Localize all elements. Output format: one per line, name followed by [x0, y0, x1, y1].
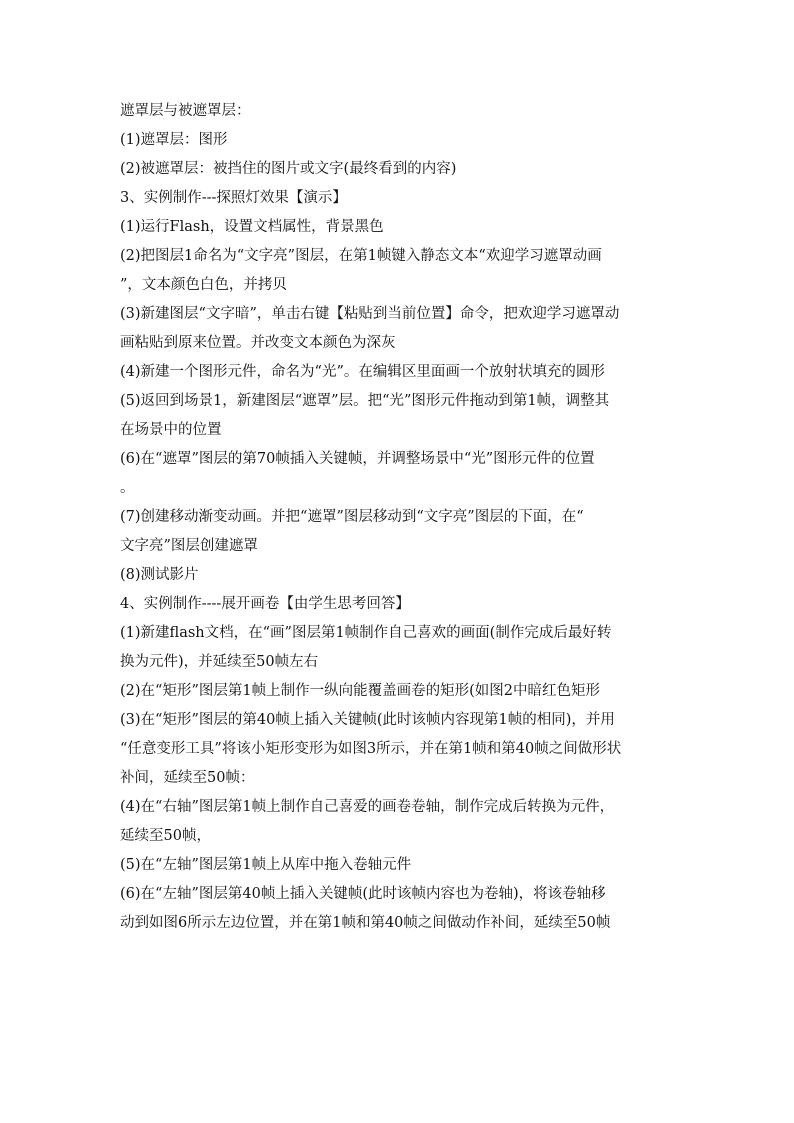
- text-line: “任意变形工具”将该小矩形变形为如图3所示，并在第1帧和第40帧之间做形状: [120, 741, 622, 757]
- text-line: (3)新建图层“文字暗”，单击右键【粘贴到当前位置】命令，把欢迎学习遮罩动: [120, 306, 620, 322]
- text-line: (2)被遮罩层：被挡住的图片或文字(最终看到的内容): [120, 161, 457, 177]
- text-line: (6)在“左轴”图层第40帧上插入关键帧(此时该帧内容也为卷轴)，将该卷轴移: [120, 886, 606, 902]
- text-line: 文字亮”图层创建遮罩: [120, 538, 258, 554]
- section-heading: 4、实例制作----展开画卷【由学生思考回答】: [120, 596, 410, 612]
- text-line: 遮罩层与被遮罩层：: [120, 103, 251, 119]
- text-line: 在场景中的位置: [120, 422, 222, 438]
- text-line: 延续至50帧，: [120, 828, 211, 844]
- text-line: (2)在“矩形”图层第1帧上制作一纵向能覆盖画卷的矩形(如图2中暗红色矩形: [120, 683, 600, 699]
- text-line: 补间，延续至50帧：: [120, 770, 255, 786]
- text-line: 。: [120, 480, 135, 496]
- text-line: (5)在“左轴”图层第1帧上从库中拖入卷轴元件: [120, 857, 412, 873]
- text-line: (6)在“遮罩”图层的第70帧插入关键帧，并调整场景中“光”图形元件的位置: [120, 451, 595, 467]
- text-line: (1)遮罩层：图形: [120, 132, 228, 148]
- section-heading: 3、实例制作---探照灯效果【演示】: [120, 190, 347, 206]
- text-line: (1)新建flash文档，在“画”图层第1帧制作自己喜欢的画面(制作完成后最好转: [120, 625, 612, 641]
- text-line: 画粘贴到原来位置。并改变文本颜色为深灰: [120, 335, 396, 351]
- text-line: ”，文本颜色白色，并拷贝: [120, 277, 287, 293]
- text-line: (3)在“矩形”图层的第40帧上插入关键帧(此时该帧内容现第1帧的相同)，并用: [120, 712, 615, 728]
- text-line: (8)测试影片: [120, 567, 199, 583]
- text-line: (4)新建一个图形元件，命名为“光”。在编辑区里面画一个放射状填充的圆形: [120, 364, 605, 380]
- text-line: (7)创建移动渐变动画。并把“遮罩”图层移动到“文字亮”图层的下面，在“: [120, 509, 584, 525]
- text-line: (5)返回到场景1，新建图层“遮罩”层。把“光”图形元件拖动到第1帧，调整其: [120, 393, 610, 409]
- document-body: [120, 97, 676, 938]
- text-line: 动到如图6所示左边位置，并在第1帧和第40帧之间做动作补间，延续至50帧: [120, 915, 611, 931]
- text-line: (1)运行Flash，设置文档属性，背景黑色: [120, 219, 384, 235]
- text-line: 换为元件)，并延续至50帧左右: [120, 654, 319, 670]
- text-line: (4)在“右轴”图层第1帧上制作自己喜爱的画卷卷轴，制作完成后转换为元件，: [120, 799, 615, 815]
- text-line: (2)把图层1命名为“文字亮”图层，在第1帧键入静态文本“欢迎学习遮罩动画: [120, 248, 602, 264]
